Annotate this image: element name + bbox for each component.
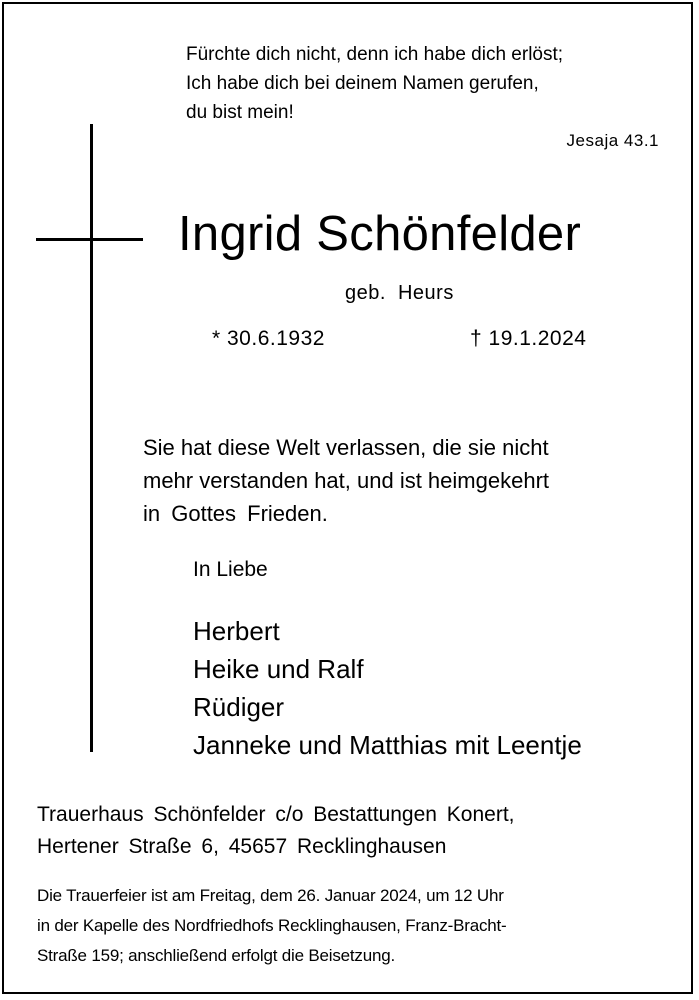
- bible-quote: [186, 40, 563, 127]
- mourner-name: Janneke und Matthias mit Leentje: [193, 730, 582, 760]
- funeral-details: [37, 881, 507, 971]
- mourner-name: Rüdiger: [193, 692, 285, 722]
- deceased-name: Ingrid Schönfelder: [178, 207, 582, 261]
- funeral-line: in der Kapelle des Nordfriedhofs Recklinghausen, Franz-Bracht-: [37, 916, 507, 935]
- quote-source: Jesaja 43.1: [566, 131, 659, 150]
- funeral-line: Straße 159; anschließend erfolgt die Beisetzung.: [37, 946, 396, 965]
- memorial-text-line: Sie hat diese Welt verlassen, die sie nicht: [143, 435, 549, 460]
- cross-icon-horizontal: [36, 238, 143, 241]
- mourners-list: [193, 612, 582, 764]
- address-line: Hertener Straße 6, 45657 Recklinghausen: [37, 835, 447, 858]
- quote-line: Fürchte dich nicht, denn ich habe dich erlöst;: [186, 44, 564, 65]
- memorial-text-line: mehr verstanden hat, und ist heimgekehrt: [143, 468, 550, 493]
- quote-line: du bist mein!: [186, 102, 294, 123]
- memorial-text-line: in Gottes Frieden.: [143, 501, 328, 526]
- birth-date: * 30.6.1932: [212, 327, 325, 350]
- cross-icon-vertical: [90, 124, 93, 752]
- maiden-name: geb. Heurs: [345, 282, 454, 304]
- mourner-name: Heike und Ralf: [193, 654, 364, 684]
- memorial-text: [143, 431, 549, 530]
- mourning-house-address: [37, 799, 515, 863]
- closing-phrase: In Liebe: [193, 558, 268, 581]
- death-date: † 19.1.2024: [470, 327, 587, 350]
- mourner-name: Herbert: [193, 616, 280, 646]
- funeral-line: Die Trauerfeier ist am Freitag, dem 26. Januar 2024, um 12 Uhr: [37, 886, 504, 905]
- address-line: Trauerhaus Schönfelder c/o Bestattungen Konert,: [37, 803, 515, 826]
- quote-line: Ich habe dich bei deinem Namen gerufen,: [186, 73, 539, 94]
